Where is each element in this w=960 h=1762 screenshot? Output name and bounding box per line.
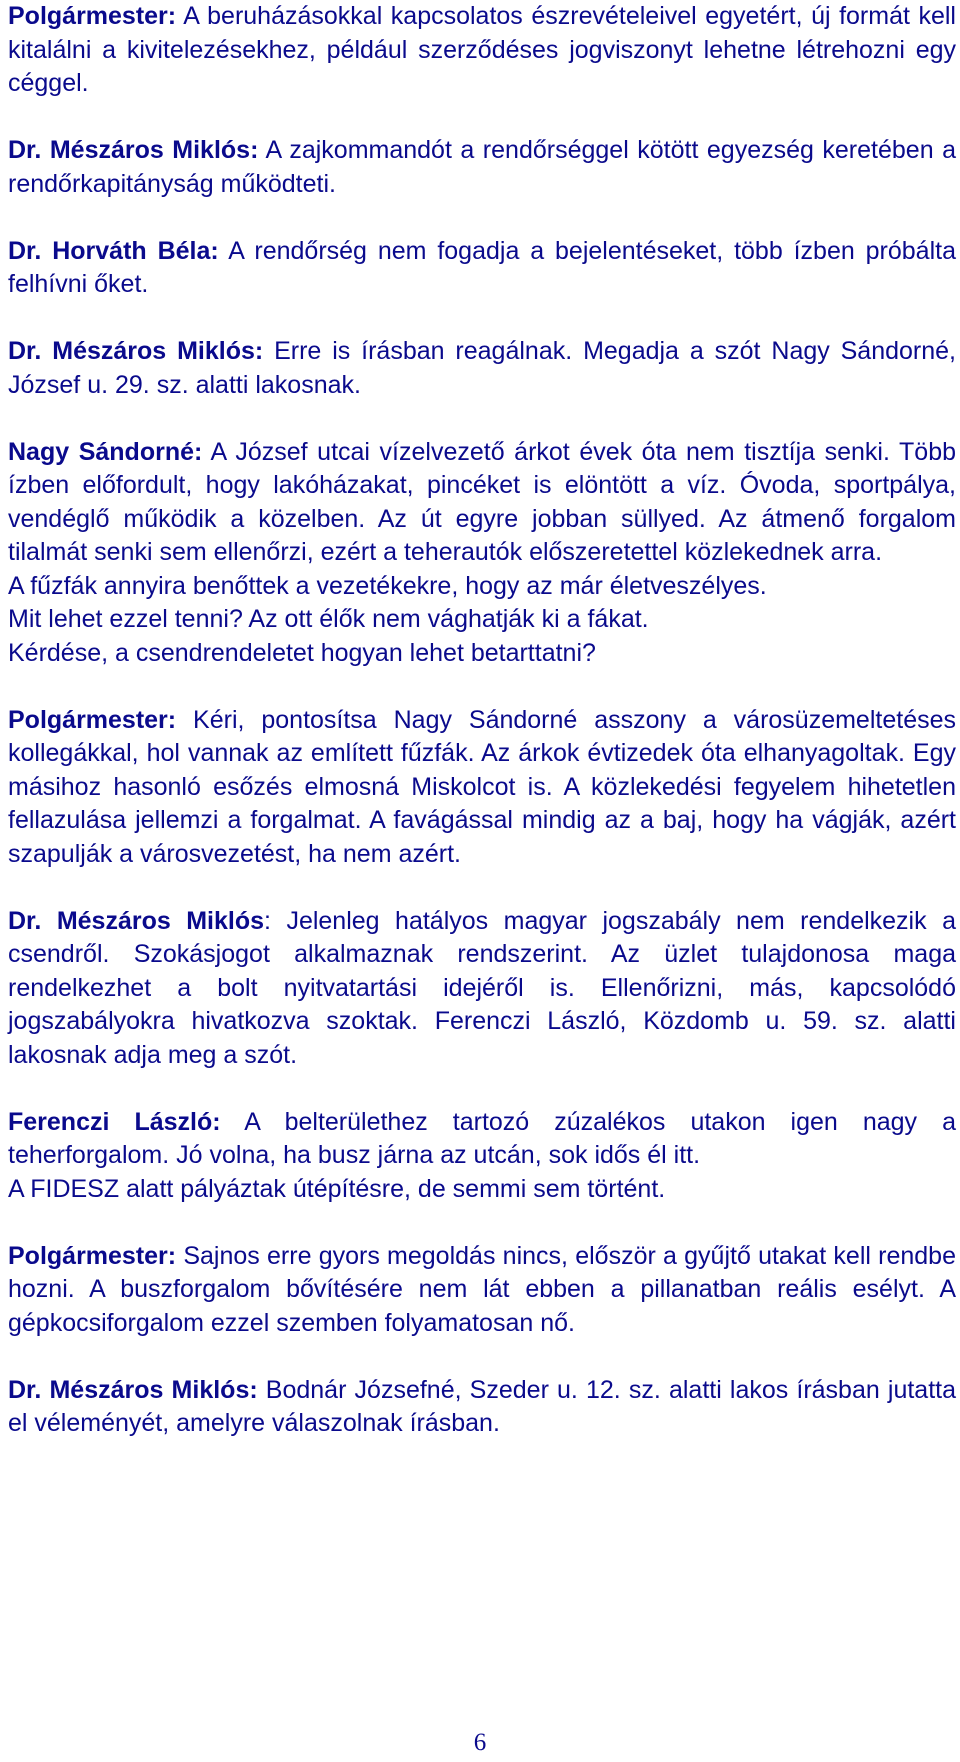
paragraph-9	[8, 1240, 956, 1341]
text-line: Kérdése, a csendrendeletet hogyan lehet betarttatni?	[8, 638, 596, 667]
paragraph-text: Erre is írásban reagálnak. Megadja a szót Nagy Sándorné, József u. 29. sz. alatti lakosnak.	[8, 337, 957, 399]
text-line: Mit lehet ezzel tenni? Az ott élők nem vághatják ki a fákat.	[8, 605, 649, 633]
paragraph-3	[8, 235, 956, 302]
paragraph-text: A belterülethez tartozó zúzalékos utakon igen nagy a teherforgalom. Jó volna, ha busz járna az utcán, sok idős él itt.	[8, 1107, 956, 1169]
text-line: A FIDESZ alatt pályáztak útépítésre, de semmi sem történt.	[8, 1174, 666, 1203]
speaker-name: Polgármester:	[8, 1241, 177, 1270]
speaker-name: Dr. Horváth Béla:	[8, 236, 219, 265]
speaker-name: Dr. Mészáros Miklós:	[8, 337, 264, 365]
speaker-name: Polgármester:	[8, 705, 177, 734]
speaker-name: Dr. Mészáros Miklós	[8, 906, 265, 935]
paragraph-8-continued	[8, 1173, 956, 1207]
paragraph-2	[8, 134, 956, 201]
paragraph-5	[8, 436, 956, 570]
paragraph-text: A beruházásokkal kapcsolatos észrevételeivel egyetért, új formát kell kitalálni a kivitelezésekhez, például szerződéses jogviszonyt lehetne létrehozni egy céggel.	[8, 2, 956, 97]
document-page	[8, 0, 956, 1474]
speaker-name: Nagy Sándorné:	[8, 437, 203, 466]
paragraph-text: A rendőrség nem fogadja a bejelentéseket, több ízben próbálta felhívni őket.	[8, 236, 956, 298]
paragraph-5-continued	[8, 570, 956, 671]
paragraph-text: : Jelenleg hatályos magyar jogszabály nem rendelkezik a csendről. Szokásjogot alkalmaznak rendszerint. Az üzlet tulajdonosa maga rendelkezhet a bolt nyitvatartási idejéről is. Ellenőrizni, más, kapcsolódó jogszabályokra hivatkozva szoktak. Ferenczi László, Közdomb u. 59. sz. alatti lakosnak adja meg a szót.	[8, 906, 956, 1069]
speaker-name: Dr. Mészáros Miklós:	[8, 1375, 258, 1404]
paragraph-text: A zajkommandót a rendőrséggel kötött egyezség keretében a rendőrkapitányság működteti.	[8, 136, 957, 198]
paragraph-7	[8, 905, 956, 1073]
speaker-name: Polgármester:	[8, 2, 177, 30]
page-number: 6	[473, 1729, 487, 1756]
paragraph-10	[8, 1374, 956, 1441]
text-line: A fűzfák annyira benőttek a vezetékekre, hogy az már életveszélyes.	[8, 571, 767, 600]
paragraph-text: Sajnos erre gyors megoldás nincs, először a gyűjtő utakat kell rendbe hozni. A buszforgalom bővítésére nem lát ebben a pillanatban reális esélyt. A gépkocsiforgalom ezzel szemben folyamatosan nő.	[8, 1241, 956, 1337]
paragraph-1	[8, 0, 956, 101]
paragraph-4	[8, 335, 956, 402]
paragraph-6	[8, 704, 956, 872]
paragraph-8	[8, 1106, 956, 1173]
speaker-name: Ferenczi László:	[8, 1107, 221, 1136]
speaker-name: Dr. Mészáros Miklós:	[8, 136, 259, 164]
paragraph-text: Bodnár Józsefné, Szeder u. 12. sz. alatti lakos írásban jutatta el véleményét, amelyre válaszolnak írásban.	[8, 1375, 956, 1437]
paragraph-text: Kéri, pontosítsa Nagy Sándorné asszony a városüzemeltetéses kollegákkal, hol vannak az említett fűzfák. Az árkok évtizedek óta elhanyagoltak. Egy másihoz hasonló esőzés elmosná Miskolcot is. A közlekedési fegyelem hihetetlen fellazulása jellemzi a forgalmat. A favágással mindig az a baj, hogy ha vágják, azért szapulják a városvezetést, ha nem azért.	[8, 705, 956, 868]
paragraph-text: A József utcai vízelvezető árkot évek óta nem tisztíja senki. Több ízben előfordult, hogy lakóházakat, pincéket is elöntött a víz. Óvoda, sportpálya, vendéglő működik a közelben. Az út egyre jobban süllyed. Az átmenő forgalom tilalmát senki sem ellenőrzi, ezért a teherautók előszeretettel közlekednek arra.	[8, 437, 957, 566]
